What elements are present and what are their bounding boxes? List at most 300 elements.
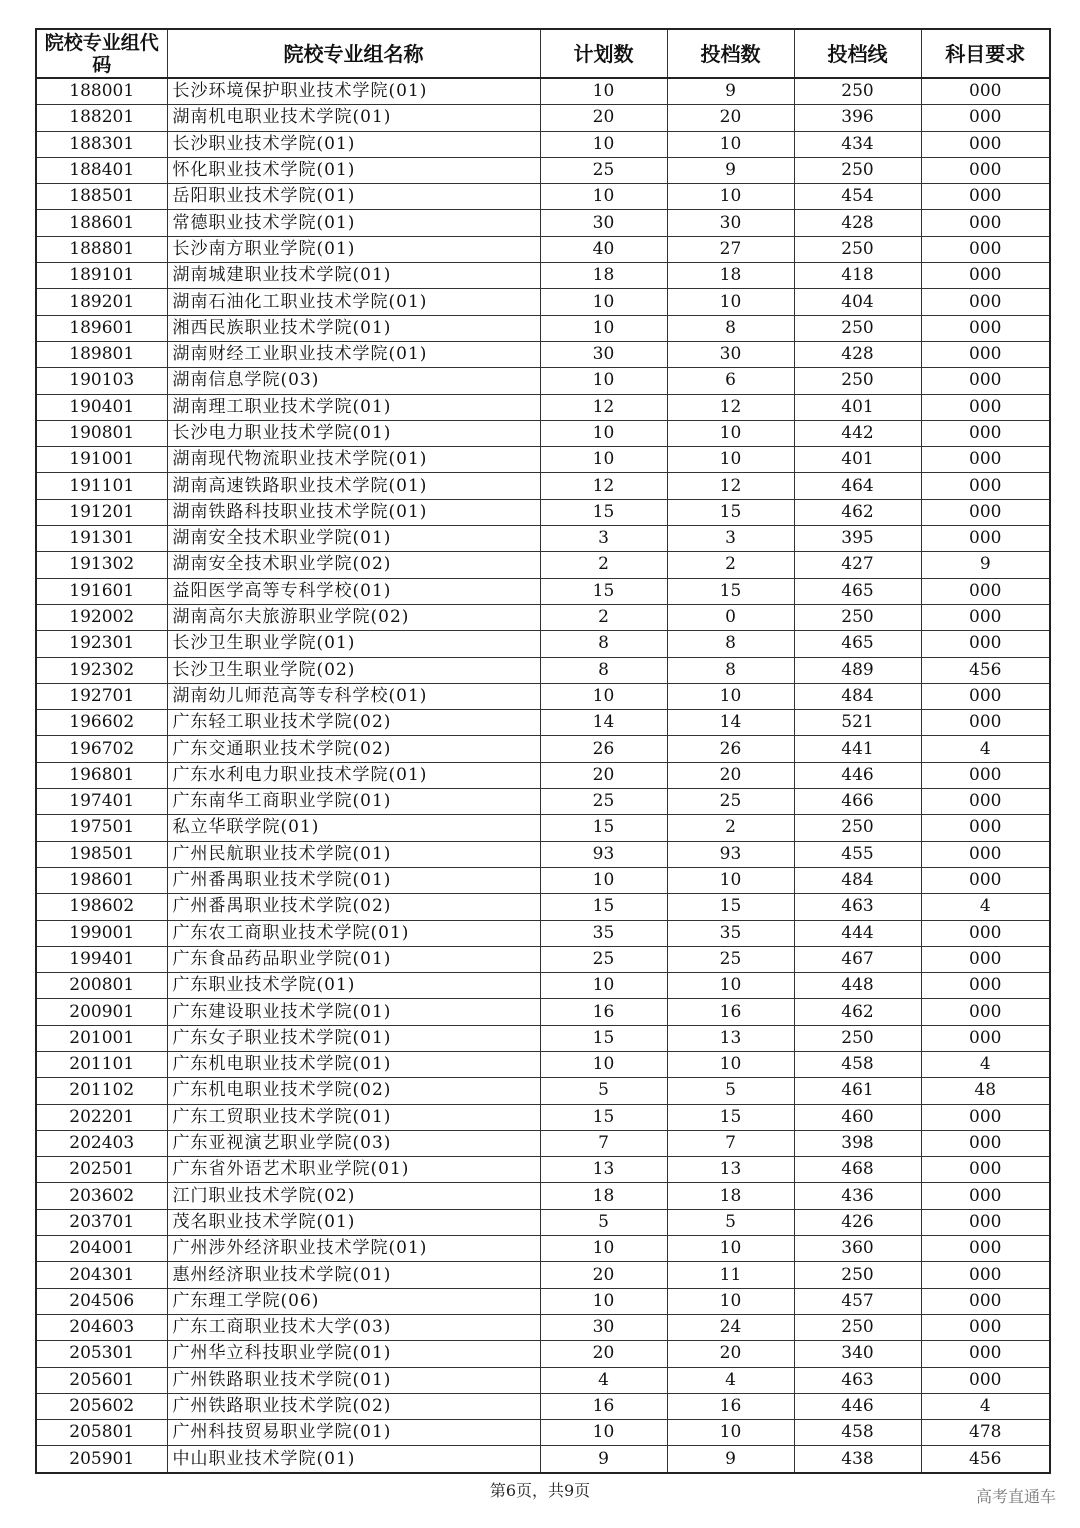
- table-row: [36, 447, 1050, 473]
- cell-admitted-count: 15: [667, 1104, 794, 1130]
- table-row: [36, 1236, 1050, 1262]
- cell-group-code: 188501: [36, 184, 167, 210]
- cell-group-code: 200801: [36, 973, 167, 999]
- cell-plan-count: 15: [540, 815, 667, 841]
- cell-plan-count: 10: [540, 289, 667, 315]
- cell-group-code: 200901: [36, 999, 167, 1025]
- cell-admitted-count: 10: [667, 973, 794, 999]
- cell-group-code: 202403: [36, 1130, 167, 1156]
- table-row: [36, 473, 1050, 499]
- cell-cutoff-score: 250: [794, 315, 921, 341]
- cell-subject-requirement: 000: [921, 920, 1050, 946]
- cell-plan-count: 15: [540, 499, 667, 525]
- cell-plan-count: 10: [540, 184, 667, 210]
- table-row: [36, 315, 1050, 341]
- table-row: [36, 736, 1050, 762]
- cell-subject-requirement: 000: [921, 526, 1050, 552]
- cell-group-name: 长沙卫生职业学院(02): [167, 657, 540, 683]
- header-admitted-count: 投档数: [667, 29, 794, 78]
- cell-subject-requirement: 000: [921, 683, 1050, 709]
- cell-cutoff-score: 438: [794, 1446, 921, 1473]
- cell-cutoff-score: 401: [794, 447, 921, 473]
- cell-group-name: 广东水利电力职业技术学院(01): [167, 762, 540, 788]
- cell-group-code: 198602: [36, 894, 167, 920]
- header-plan-count: 计划数: [540, 29, 667, 78]
- cell-admitted-count: 18: [667, 1183, 794, 1209]
- cell-cutoff-score: 250: [794, 78, 921, 105]
- cell-group-code: 204001: [36, 1236, 167, 1262]
- cell-plan-count: 16: [540, 999, 667, 1025]
- cell-group-name: 湖南安全技术职业学院(01): [167, 526, 540, 552]
- cell-plan-count: 10: [540, 447, 667, 473]
- table-row: [36, 683, 1050, 709]
- cell-admitted-count: 9: [667, 78, 794, 105]
- cell-group-name: 怀化职业技术学院(01): [167, 157, 540, 183]
- cell-cutoff-score: 465: [794, 631, 921, 657]
- cell-plan-count: 2: [540, 604, 667, 630]
- cell-cutoff-score: 458: [794, 1051, 921, 1077]
- cell-plan-count: 10: [540, 368, 667, 394]
- cell-group-code: 188401: [36, 157, 167, 183]
- cell-group-name: 湖南财经工业职业技术学院(01): [167, 341, 540, 367]
- cell-plan-count: 15: [540, 578, 667, 604]
- cell-group-name: 长沙卫生职业学院(01): [167, 631, 540, 657]
- cell-subject-requirement: 000: [921, 1288, 1050, 1314]
- cell-group-code: 189801: [36, 341, 167, 367]
- cell-subject-requirement: 000: [921, 1314, 1050, 1340]
- cell-cutoff-score: 466: [794, 789, 921, 815]
- cell-plan-count: 8: [540, 631, 667, 657]
- cell-group-name: 广东建设职业技术学院(01): [167, 999, 540, 1025]
- cell-cutoff-score: 467: [794, 946, 921, 972]
- cell-group-name: 湖南铁路科技职业技术学院(01): [167, 499, 540, 525]
- cell-plan-count: 3: [540, 526, 667, 552]
- cell-group-code: 205901: [36, 1446, 167, 1473]
- cell-subject-requirement: 000: [921, 631, 1050, 657]
- cell-subject-requirement: 000: [921, 499, 1050, 525]
- cell-admitted-count: 16: [667, 999, 794, 1025]
- cell-group-name: 茂名职业技术学院(01): [167, 1209, 540, 1235]
- cell-group-name: 广州民航职业技术学院(01): [167, 841, 540, 867]
- cell-admitted-count: 27: [667, 236, 794, 262]
- cell-admitted-count: 10: [667, 184, 794, 210]
- cell-subject-requirement: 000: [921, 841, 1050, 867]
- page-number: 第6页，共9页: [489, 1481, 591, 1500]
- cell-group-code: 198501: [36, 841, 167, 867]
- cell-group-name: 广东省外语艺术职业学院(01): [167, 1157, 540, 1183]
- cell-subject-requirement: 000: [921, 78, 1050, 105]
- cell-subject-requirement: 000: [921, 447, 1050, 473]
- table-row: [36, 1051, 1050, 1077]
- cell-group-code: 192701: [36, 683, 167, 709]
- cell-subject-requirement: 000: [921, 1183, 1050, 1209]
- cell-subject-requirement: 000: [921, 184, 1050, 210]
- cell-admitted-count: 10: [667, 1051, 794, 1077]
- cell-group-code: 188001: [36, 78, 167, 105]
- table-row: [36, 1288, 1050, 1314]
- cell-group-name: 江门职业技术学院(02): [167, 1183, 540, 1209]
- cell-group-name: 湘西民族职业技术学院(01): [167, 315, 540, 341]
- table-row: [36, 368, 1050, 394]
- cell-group-code: 190103: [36, 368, 167, 394]
- table-row: [36, 894, 1050, 920]
- cell-plan-count: 15: [540, 894, 667, 920]
- cell-plan-count: 10: [540, 420, 667, 446]
- cell-group-code: 198601: [36, 867, 167, 893]
- cell-group-name: 湖南安全技术职业学院(02): [167, 552, 540, 578]
- cell-admitted-count: 93: [667, 841, 794, 867]
- cell-group-code: 199401: [36, 946, 167, 972]
- cell-group-code: 192302: [36, 657, 167, 683]
- cell-group-name: 广东职业技术学院(01): [167, 973, 540, 999]
- cell-group-code: 202501: [36, 1157, 167, 1183]
- table-body: [36, 78, 1050, 1473]
- watermark-text: 高考直通车: [975, 1487, 1056, 1506]
- cell-plan-count: 20: [540, 105, 667, 131]
- cell-group-name: 广东机电职业技术学院(02): [167, 1078, 540, 1104]
- cell-admitted-count: 15: [667, 499, 794, 525]
- cell-cutoff-score: 458: [794, 1420, 921, 1446]
- cell-group-code: 190801: [36, 420, 167, 446]
- cell-plan-count: 8: [540, 657, 667, 683]
- cell-subject-requirement: 000: [921, 394, 1050, 420]
- cell-subject-requirement: 000: [921, 263, 1050, 289]
- cell-group-name: 湖南机电职业技术学院(01): [167, 105, 540, 131]
- header-cutoff-score: 投档线: [794, 29, 921, 78]
- cell-cutoff-score: 489: [794, 657, 921, 683]
- cell-plan-count: 9: [540, 1446, 667, 1473]
- table-row: [36, 1183, 1050, 1209]
- cell-admitted-count: 30: [667, 341, 794, 367]
- cell-cutoff-score: 398: [794, 1130, 921, 1156]
- cell-subject-requirement: 000: [921, 1157, 1050, 1183]
- cell-subject-requirement: 000: [921, 1104, 1050, 1130]
- header-group-name: 院校专业组名称: [167, 29, 540, 78]
- cell-plan-count: 10: [540, 131, 667, 157]
- cell-group-code: 204506: [36, 1288, 167, 1314]
- table-row: [36, 394, 1050, 420]
- cell-subject-requirement: 000: [921, 105, 1050, 131]
- cell-admitted-count: 25: [667, 789, 794, 815]
- cell-group-name: 长沙职业技术学院(01): [167, 131, 540, 157]
- cell-group-code: 203701: [36, 1209, 167, 1235]
- cell-cutoff-score: 428: [794, 341, 921, 367]
- cell-group-code: 189101: [36, 263, 167, 289]
- cell-admitted-count: 6: [667, 368, 794, 394]
- cell-admitted-count: 20: [667, 1341, 794, 1367]
- cell-cutoff-score: 401: [794, 394, 921, 420]
- cell-subject-requirement: 000: [921, 867, 1050, 893]
- cell-cutoff-score: 404: [794, 289, 921, 315]
- cell-group-name: 广东食品药品职业学院(01): [167, 946, 540, 972]
- cell-subject-requirement: 48: [921, 1078, 1050, 1104]
- cell-group-code: 204301: [36, 1262, 167, 1288]
- table-row: [36, 578, 1050, 604]
- cell-cutoff-score: 463: [794, 1367, 921, 1393]
- cell-cutoff-score: 464: [794, 473, 921, 499]
- table-row: [36, 1393, 1050, 1419]
- cell-group-name: 中山职业技术学院(01): [167, 1446, 540, 1473]
- cell-subject-requirement: 456: [921, 657, 1050, 683]
- cell-group-name: 广东工商职业技术大学(03): [167, 1314, 540, 1340]
- cell-subject-requirement: 000: [921, 341, 1050, 367]
- cell-group-name: 广州铁路职业技术学院(02): [167, 1393, 540, 1419]
- cell-group-code: 189201: [36, 289, 167, 315]
- cell-plan-count: 10: [540, 315, 667, 341]
- cell-admitted-count: 13: [667, 1025, 794, 1051]
- cell-group-code: 205602: [36, 1393, 167, 1419]
- table-row: [36, 131, 1050, 157]
- table-row: [36, 1341, 1050, 1367]
- cell-cutoff-score: 468: [794, 1157, 921, 1183]
- cell-plan-count: 15: [540, 1104, 667, 1130]
- cell-admitted-count: 8: [667, 657, 794, 683]
- cell-cutoff-score: 250: [794, 236, 921, 262]
- cell-subject-requirement: 4: [921, 894, 1050, 920]
- table-row: [36, 841, 1050, 867]
- table-row: [36, 815, 1050, 841]
- cell-group-code: 196801: [36, 762, 167, 788]
- cell-group-name: 岳阳职业技术学院(01): [167, 184, 540, 210]
- table-row: [36, 657, 1050, 683]
- cell-group-name: 广东交通职业技术学院(02): [167, 736, 540, 762]
- cell-cutoff-score: 428: [794, 210, 921, 236]
- cell-plan-count: 10: [540, 1288, 667, 1314]
- cell-cutoff-score: 426: [794, 1209, 921, 1235]
- cell-subject-requirement: 4: [921, 1393, 1050, 1419]
- cell-group-name: 湖南信息学院(03): [167, 368, 540, 394]
- cell-group-code: 188801: [36, 236, 167, 262]
- cell-cutoff-score: 250: [794, 604, 921, 630]
- cell-group-name: 湖南石油化工职业技术学院(01): [167, 289, 540, 315]
- cell-admitted-count: 14: [667, 710, 794, 736]
- cell-group-name: 广东工贸职业技术学院(01): [167, 1104, 540, 1130]
- table-row: [36, 157, 1050, 183]
- cell-cutoff-score: 418: [794, 263, 921, 289]
- cell-plan-count: 26: [540, 736, 667, 762]
- cell-group-name: 广州涉外经济职业技术学院(01): [167, 1236, 540, 1262]
- cell-cutoff-score: 454: [794, 184, 921, 210]
- cell-admitted-count: 24: [667, 1314, 794, 1340]
- cell-admitted-count: 16: [667, 1393, 794, 1419]
- cell-subject-requirement: 000: [921, 289, 1050, 315]
- cell-cutoff-score: 462: [794, 999, 921, 1025]
- cell-group-code: 196702: [36, 736, 167, 762]
- cell-cutoff-score: 434: [794, 131, 921, 157]
- cell-group-code: 188201: [36, 105, 167, 131]
- cell-group-name: 湖南现代物流职业技术学院(01): [167, 447, 540, 473]
- table-row: [36, 289, 1050, 315]
- cell-admitted-count: 9: [667, 1446, 794, 1473]
- cell-cutoff-score: 446: [794, 1393, 921, 1419]
- cell-group-code: 205601: [36, 1367, 167, 1393]
- cell-group-code: 203602: [36, 1183, 167, 1209]
- cell-cutoff-score: 250: [794, 815, 921, 841]
- cell-subject-requirement: 000: [921, 789, 1050, 815]
- cell-group-code: 204603: [36, 1314, 167, 1340]
- cell-group-name: 广东亚视演艺职业学院(03): [167, 1130, 540, 1156]
- cell-group-name: 广东机电职业技术学院(01): [167, 1051, 540, 1077]
- cell-group-name: 广州番禺职业技术学院(01): [167, 867, 540, 893]
- cell-admitted-count: 35: [667, 920, 794, 946]
- table-row: [36, 105, 1050, 131]
- cell-cutoff-score: 446: [794, 762, 921, 788]
- cell-group-name: 常德职业技术学院(01): [167, 210, 540, 236]
- cell-subject-requirement: 000: [921, 1262, 1050, 1288]
- cell-cutoff-score: 250: [794, 1314, 921, 1340]
- cell-plan-count: 2: [540, 552, 667, 578]
- cell-subject-requirement: 4: [921, 1051, 1050, 1077]
- cell-admitted-count: 10: [667, 131, 794, 157]
- table-row: [36, 999, 1050, 1025]
- cell-group-name: 湖南幼儿师范高等专科学校(01): [167, 683, 540, 709]
- table-row: [36, 1130, 1050, 1156]
- table-row: [36, 789, 1050, 815]
- cell-admitted-count: 9: [667, 157, 794, 183]
- cell-cutoff-score: 250: [794, 1262, 921, 1288]
- table-row: [36, 499, 1050, 525]
- cell-group-name: 广东南华工商职业学院(01): [167, 789, 540, 815]
- cell-admitted-count: 25: [667, 946, 794, 972]
- table-row: [36, 1104, 1050, 1130]
- cell-plan-count: 10: [540, 867, 667, 893]
- cell-plan-count: 10: [540, 1051, 667, 1077]
- cell-group-code: 188601: [36, 210, 167, 236]
- cell-group-name: 益阳医学高等专科学校(01): [167, 578, 540, 604]
- cell-group-code: 199001: [36, 920, 167, 946]
- cell-cutoff-score: 396: [794, 105, 921, 131]
- cell-cutoff-score: 250: [794, 157, 921, 183]
- cell-plan-count: 35: [540, 920, 667, 946]
- cell-group-name: 广州华立科技职业学院(01): [167, 1341, 540, 1367]
- cell-group-name: 广东农工商职业技术学院(01): [167, 920, 540, 946]
- cell-subject-requirement: 9: [921, 552, 1050, 578]
- cell-subject-requirement: 000: [921, 368, 1050, 394]
- cell-group-code: 197501: [36, 815, 167, 841]
- cell-subject-requirement: 000: [921, 946, 1050, 972]
- cell-cutoff-score: 427: [794, 552, 921, 578]
- cell-plan-count: 4: [540, 1367, 667, 1393]
- cell-plan-count: 10: [540, 973, 667, 999]
- cell-cutoff-score: 455: [794, 841, 921, 867]
- cell-subject-requirement: 000: [921, 131, 1050, 157]
- table-row: [36, 1446, 1050, 1473]
- table-row: [36, 263, 1050, 289]
- cell-cutoff-score: 395: [794, 526, 921, 552]
- table-row: [36, 604, 1050, 630]
- cell-subject-requirement: 000: [921, 973, 1050, 999]
- cell-admitted-count: 12: [667, 394, 794, 420]
- cell-group-code: 190401: [36, 394, 167, 420]
- table-row: [36, 867, 1050, 893]
- table-header-row: [36, 29, 1050, 78]
- table-row: [36, 1314, 1050, 1340]
- cell-subject-requirement: 4: [921, 736, 1050, 762]
- cell-group-name: 广州番禺职业技术学院(02): [167, 894, 540, 920]
- cell-group-code: 205801: [36, 1420, 167, 1446]
- cell-group-name: 湖南理工职业技术学院(01): [167, 394, 540, 420]
- cell-plan-count: 18: [540, 263, 667, 289]
- cell-cutoff-score: 442: [794, 420, 921, 446]
- cell-plan-count: 40: [540, 236, 667, 262]
- cell-admitted-count: 5: [667, 1078, 794, 1104]
- cell-subject-requirement: 000: [921, 473, 1050, 499]
- cell-subject-requirement: 000: [921, 1367, 1050, 1393]
- cell-admitted-count: 8: [667, 631, 794, 657]
- cell-admitted-count: 10: [667, 447, 794, 473]
- cell-cutoff-score: 457: [794, 1288, 921, 1314]
- cell-admitted-count: 2: [667, 815, 794, 841]
- cell-subject-requirement: 000: [921, 604, 1050, 630]
- cell-subject-requirement: 000: [921, 1025, 1050, 1051]
- cell-subject-requirement: 000: [921, 1209, 1050, 1235]
- cell-cutoff-score: 463: [794, 894, 921, 920]
- cell-subject-requirement: 000: [921, 1236, 1050, 1262]
- cell-admitted-count: 15: [667, 894, 794, 920]
- cell-plan-count: 30: [540, 210, 667, 236]
- cell-subject-requirement: 000: [921, 157, 1050, 183]
- cell-admitted-count: 12: [667, 473, 794, 499]
- cell-plan-count: 14: [540, 710, 667, 736]
- table-row: [36, 1078, 1050, 1104]
- cell-admitted-count: 2: [667, 552, 794, 578]
- cell-subject-requirement: 000: [921, 710, 1050, 736]
- table-row: [36, 1025, 1050, 1051]
- cell-group-code: 191201: [36, 499, 167, 525]
- cell-plan-count: 16: [540, 1393, 667, 1419]
- table-row: [36, 710, 1050, 736]
- cell-plan-count: 18: [540, 1183, 667, 1209]
- cell-plan-count: 10: [540, 683, 667, 709]
- cell-admitted-count: 10: [667, 289, 794, 315]
- cell-cutoff-score: 448: [794, 973, 921, 999]
- table-row: [36, 1209, 1050, 1235]
- table-row: [36, 1367, 1050, 1393]
- cell-group-name: 湖南高尔夫旅游职业学院(02): [167, 604, 540, 630]
- cell-plan-count: 30: [540, 341, 667, 367]
- table-row: [36, 920, 1050, 946]
- cell-group-code: 201001: [36, 1025, 167, 1051]
- cell-subject-requirement: 478: [921, 1420, 1050, 1446]
- cell-cutoff-score: 462: [794, 499, 921, 525]
- cell-admitted-count: 10: [667, 683, 794, 709]
- cell-plan-count: 20: [540, 1341, 667, 1367]
- cell-group-code: 201101: [36, 1051, 167, 1077]
- cell-cutoff-score: 250: [794, 368, 921, 394]
- cell-subject-requirement: 000: [921, 1130, 1050, 1156]
- cell-plan-count: 12: [540, 473, 667, 499]
- cell-subject-requirement: 456: [921, 1446, 1050, 1473]
- cell-admitted-count: 10: [667, 420, 794, 446]
- cell-cutoff-score: 460: [794, 1104, 921, 1130]
- cell-cutoff-score: 484: [794, 867, 921, 893]
- cell-group-code: 205301: [36, 1341, 167, 1367]
- cell-cutoff-score: 521: [794, 710, 921, 736]
- header-subject-requirement: 科目要求: [921, 29, 1050, 78]
- cell-admitted-count: 10: [667, 1236, 794, 1262]
- cell-group-code: 191101: [36, 473, 167, 499]
- cell-subject-requirement: 000: [921, 236, 1050, 262]
- cell-plan-count: 5: [540, 1078, 667, 1104]
- table-row: [36, 210, 1050, 236]
- cell-group-code: 201102: [36, 1078, 167, 1104]
- cell-subject-requirement: 000: [921, 762, 1050, 788]
- cell-admitted-count: 3: [667, 526, 794, 552]
- cell-group-name: 广东轻工职业技术学院(02): [167, 710, 540, 736]
- cell-cutoff-score: 461: [794, 1078, 921, 1104]
- cell-admitted-count: 10: [667, 1420, 794, 1446]
- table-row: [36, 78, 1050, 105]
